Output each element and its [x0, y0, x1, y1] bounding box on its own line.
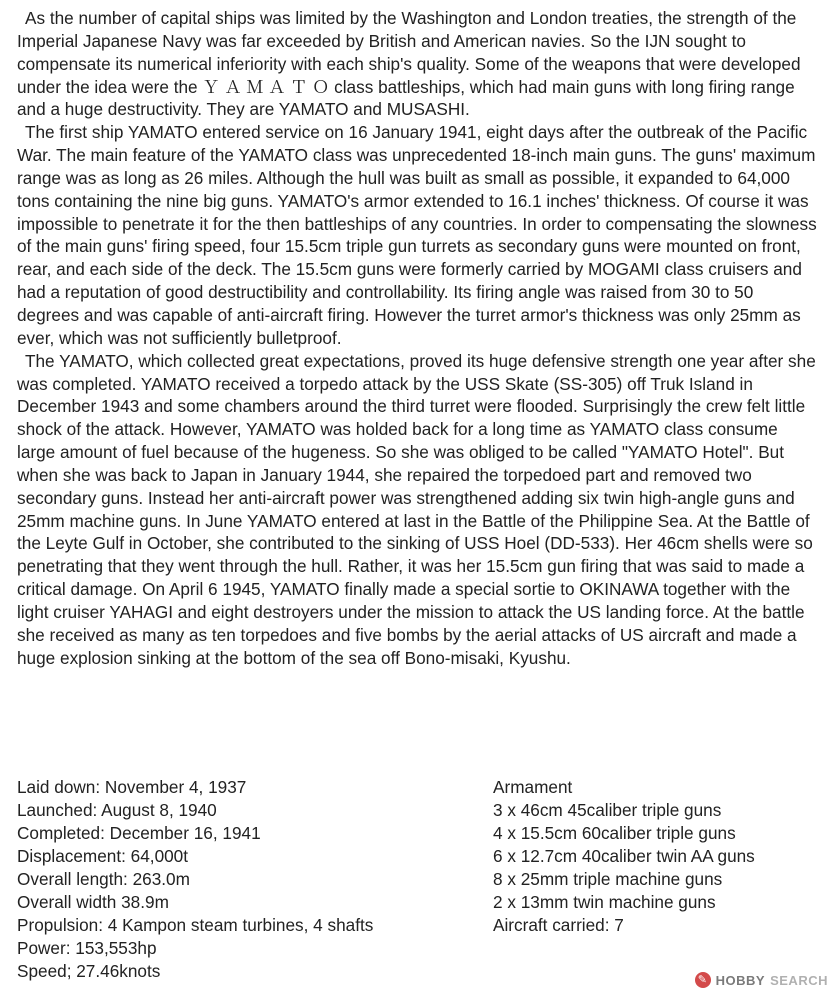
spec-launched: Launched: August 8, 1940: [17, 800, 217, 820]
hobby-search-watermark: [695, 972, 828, 988]
spec-speed: Speed; 27.46knots: [17, 961, 161, 981]
ship-specifications: [17, 776, 477, 983]
spec-laid-down: Laid down: November 4, 1937: [17, 777, 247, 797]
aircraft-carried: Aircraft carried: 7: [493, 915, 624, 935]
spec-displacement: Displacement: 64,000t: [17, 846, 189, 866]
armament-heading: Armament: [493, 777, 573, 797]
history-paragraph-3: The YAMATO, which collected great expectations, proved its huge defensive strength one year after she was completed. YAMATO received a torpedo attack by the USS Skate (SS-305) off Truk Island in December 1943 and some chambers around the third turret were flooded. Surprisingly the crew felt little shock of the attack. However, YAMATO was holded back for a long time as YAMATO class consume large amount of fuel because of the hugeness. So she was obliged to be called "YAMATO Hotel". But when she was back to Japan in January 1944, she repaired the torpedoed part and removed two secondary guns. Instead her anti-aircraft power was strengthened adding six twin high-angle guns and 25mm machine guns. In June YAMATO entered at last in the Battle of the Philippine Sea. At the Battle of the Leyte Gulf in October, she contributed to the sinking of USS Hoel (DD-533). Her 46cm shells were so penetrating that they went through the hull. Rather, it was her 15.5cm gun firing that was said to made a critical damage. On April 6 1945, YAMATO finally made a special sortie to OKINAWA together with the light cruiser YAHAGI and eight destroyers under the mission to attack the US landing force. At the battle she received as many as ten torpedoes and five bombs by the aerial attacks of US aircraft and made a huge explosion sinking at the bottom of the sea off Bono-misaki, Kyushu.: [17, 350, 816, 668]
armament-item: 3 x 46cm 45caliber triple guns: [493, 800, 722, 820]
armament-item: 8 x 25mm triple machine guns: [493, 869, 723, 889]
history-text: [17, 7, 817, 669]
armament-item: 6 x 12.7cm 40caliber twin AA guns: [493, 846, 755, 866]
watermark-suffix: SEARCH: [770, 972, 828, 988]
spec-overall-length: Overall length: 263.0m: [17, 869, 190, 889]
spec-power: Power: 153,553hp: [17, 938, 157, 958]
spec-completed: Completed: December 16, 1941: [17, 823, 261, 843]
spec-propulsion: Propulsion: 4 Kampon steam turbines, 4 shafts: [17, 915, 374, 935]
watermark-brand: HOBBY: [715, 972, 766, 988]
hobby-search-logo-icon: ✎: [695, 972, 711, 988]
history-paragraph-1: As the number of capital ships was limited by the Washington and London treaties, the strength of the Imperial Japanese Navy was far exceeded by British and American navies. So the IJN sought to compensate its numerical inferiority with each ship's quality. Some of the weapons that were developed under the idea were the Ｙ Ａ Ｍ Ａ Ｔ Ｏ class battleships, which had main guns with long firing range and a huge destructivity. They are YAMATO and MUSASHI.: [17, 8, 801, 120]
armament-item: 2 x 13mm twin machine guns: [493, 892, 716, 912]
history-paragraph-2: The first ship YAMATO entered service on 16 January 1941, eight days after the outbreak of the Pacific War. The main feature of the YAMATO class was unprecedented 18-inch main guns. The guns' maximum range was as long as 26 miles. Although the hull was built as small as possible, it expanded to 64,000 tons containing the nine big guns. YAMATO's armor extended to 16.1 inches' thickness. Of course it was impossible to penetrate it for the then battleships of any countries. In order to compensating the slowness of the main guns' firing speed, four 15.5cm triple gun turrets as secondary guns were mounted on front, rear, and each side of the deck. The 15.5cm guns were formerly carried by MOGAMI class cruisers and had a reputation of good destructibility and controllability. Its firing angle was raised from 30 to 50 degrees and was capable of anti-aircraft firing. However the turret armor's thickness was only 25mm as ever, which was not sufficiently bulletproof.: [17, 122, 817, 348]
spec-overall-width: Overall width 38.9m: [17, 892, 169, 912]
armament-list: [493, 776, 823, 937]
armament-item: 4 x 15.5cm 60caliber triple guns: [493, 823, 736, 843]
